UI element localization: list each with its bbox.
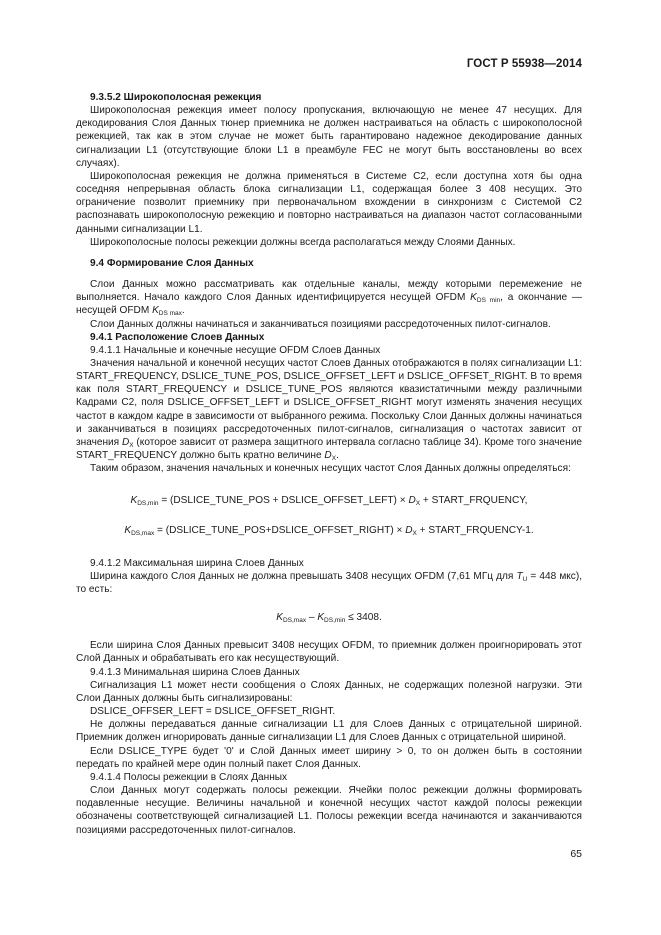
paragraph: Значения начальной и конечной несущих частот Слоев Данных отображаются в полях сигнализации L1: START_FREQUENCY, DSLICE_TUNE_POS, DSLICE_OFFSET_LEFT и DSLICE_OFFSET_RIGHT. В то время как поля START_FREQUENCY и DSLICE_TUNE_POS являются квазистатичными между различными Кадрами С2, поля DSLICE_OFFSET_LEFT и DSLICE_OFFSET_RIGHT могут изменять значения несущих частот в каждом кадре в зависимости от выбранного режима. Поскольку Слои Данных должны начинаться и заканчиваться в позициях рассредоточенных пилот-сигналов, сигнализация о частотах зависит от значения $D_X$ (которое зависит от размера защитного интервала согласно таблице 34). Кроме того значение START_FREQUENCY должно быть кратно величине $D_X$. xyxy=(76,357,582,463)
paragraph: Широкополосные полосы режекции должны всегда располагаться между Слоями Данных. xyxy=(90,236,516,248)
paragraph: Если DSLICE_TYPE будет '0' и Слой Данных имеет ширину > 0, то он должен быть в состоянии передать по крайней мере один полный пакет Слоя Данных. xyxy=(76,745,582,770)
section-94-heading: 9.4 Формирование Слоя Данных xyxy=(90,257,254,269)
subsection-9412-heading: 9.4.1.2 Максимальная ширина Слоев Данных xyxy=(90,557,304,569)
paragraph: Широкополосная режекция не должна применяться в Системе С2, если доступна хотя бы одна соседняя непрерывная область блока сигнализации L1, содержащая более 3 408 несущих. Это ограничение позволит приемнику при первоначальном вхождении в синхронизм с Системой С2 распознавать широкополосную режекцию и повторно настраиваться на диапазон частот согласованными данными сигнализации L1. xyxy=(76,170,582,235)
paragraph: Если ширина Слоя Данных превысит 3408 несущих OFDM, то приемник должен проигнорировать этот Слой Данных и обрабатывать его как несуществующий. xyxy=(76,640,582,665)
paragraph: Ширина каждого Слоя Данных не должна превышать 3408 несущих OFDM (7,61 МГц для $T_U = 448$ мкс), то есть: xyxy=(76,570,582,595)
standard-header: ГОСТ Р 55938—2014 xyxy=(466,58,582,70)
paragraph: Сигнализация L1 может нести сообщения о Слоях Данных, не содержащих полезной нагрузки. Эти Слои Данных должны быть сигнализированы: xyxy=(76,679,582,704)
subsection-9411-heading: 9.4.1.1 Начальные и конечные несущие OFDM Слоев Данных xyxy=(90,344,381,356)
paragraph: Не должны передаваться данные сигнализации L1 для Слоев Данных с отрицательной шириной. Приемник должен игнорировать данные сигнализации L1 для Слоев Данных с отрицательной шириной. xyxy=(76,719,582,744)
subsection-9413-heading: 9.4.1.3 Минимальная ширина Слоев Данных xyxy=(90,666,300,678)
paragraph: Слои Данных можно рассматривать как отдельные каналы, между которыми перемежение не выполняется. Начало каждого Слоя Данных идентифицируется несущей OFDM $K_{DS min}$, а окончание — несущей OFDM $K_{DS max}$. xyxy=(76,279,583,318)
paragraph: Слои Данных должны начинаться и заканчиваться позициями рассредоточенных пилот-сигналов. xyxy=(90,318,551,330)
section-9352-heading: 9.3.5.2 Широкополосная режекция xyxy=(90,92,262,103)
formula-kds-min: $K_{DS,min}$ = (DSLICE_TUNE_POS + DSLICE_OFFSET_LEFT) × $D_X$ + START_FRQUENCY, xyxy=(130,495,528,508)
spacer xyxy=(76,249,582,257)
paragraph: Широкополосная режекция имеет полосу пропускания, включающую не менее 47 несущих. Для декодирования Слоя Данных тюнер приемника не должен настраиваться на область с широкополосной режекцией, так как в этом случае не может быть гарантировано надежное декодирование данных сигнализации L1 (отсутствующие блоки L1 в преамбуле FEC не могут быть восстановлены во всех случаях). xyxy=(76,105,582,169)
paragraph: DSLICE_OFFSER_LEFT = DSLICE_OFFSET_RIGHT. xyxy=(90,706,336,718)
paragraph: Таким образом, значения начальных и конечных несущих частот Слоя Данных должны определяться: xyxy=(90,463,571,475)
page-content xyxy=(76,91,582,837)
section-941-heading: 9.4.1 Расположение Слоев Данных xyxy=(90,331,265,343)
subsection-9414-heading: 9.4.1.4 Полосы режекции в Слоях Данных xyxy=(90,771,288,783)
spacer xyxy=(76,270,582,278)
formula-width-limit: $K_{DS,max} - K_{DS,min} \le 3408$. xyxy=(276,612,382,625)
page-number: 65 xyxy=(570,848,582,860)
paragraph: Слои Данных могут содержать полосы режекции. Ячейки полос режекции должны формировать подавленные несущие. Величины начальной и конечной несущих частот каждой полосы режекции обозначены соответствующей сигнализацией L1. Полосы режекции всегда начинаются и заканчиваются позициями рассредоточенных пилот-сигналов. xyxy=(76,785,582,836)
formula-kds-max: $K_{DS,max}$ = (DSLICE_TUNE_POS+DSLICE_OFFSET_RIGHT) × $D_X$ + START_FRQUENCY-1. xyxy=(124,524,534,537)
